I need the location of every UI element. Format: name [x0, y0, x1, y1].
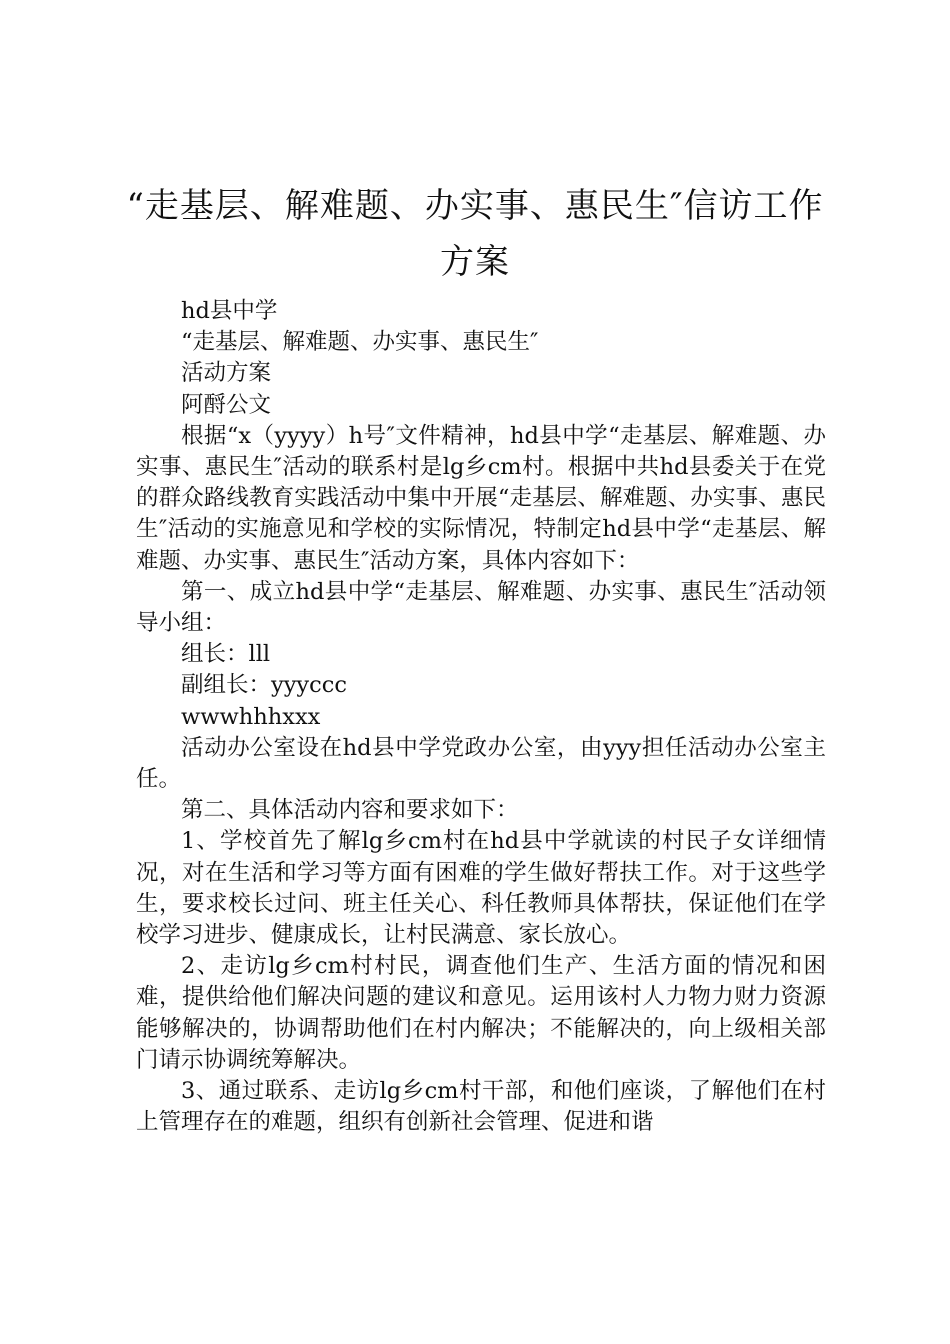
- document-title: “走基层、解难题、办实事、惠民生″信访工作方案: [126, 186, 824, 282]
- paragraph-leader: 组长：lll: [181, 641, 271, 668]
- paragraph-source: 阿酹公文: [181, 391, 272, 418]
- paragraph-item-3: 3、通过联系、走访lg乡cm村干部，和他们座谈，了解他们在村上管理存在的难题，组织有创新社会管理、促进和谐: [136, 1078, 826, 1136]
- paragraph-members: wwwhhhxxx: [181, 703, 321, 730]
- paragraph-section-two: 第二、具体活动内容和要求如下：: [181, 797, 519, 824]
- paragraph-item-1: 1、学校首先了解lg乡cm村在hd县中学就读的村民子女详细情况，对在生活和学习等方面有困难的学生做好帮扶工作。对于这些学生，要求校长过问、班主任关心、科任教师具体帮扶，保证他们在学校学习进步、健康成长，让村民满意、家长放心。: [136, 828, 826, 949]
- document-body: [136, 296, 826, 1138]
- paragraph-section-one: 第一、成立hd县中学“走基层、解难题、办实事、惠民生″活动领导小组：: [136, 578, 826, 637]
- paragraph-office: 活动办公室设在hd县中学党政办公室，由yyy担任活动办公室主任。: [136, 734, 826, 793]
- paragraph-slogan: “走基层、解难题、办实事、惠民生″: [181, 329, 539, 356]
- paragraph-item-2: 2、走访lg乡cm村村民，调查他们生产、生活方面的情况和困难，提供给他们解决问题的建议和意见。运用该村人力物力财力资源能够解决的，协调帮助他们在村内解决；不能解决的，向上级相关部门请示协调统筹解决。: [136, 953, 826, 1073]
- paragraph-school: hd县中学: [181, 298, 278, 324]
- paragraph-basis: 根据“x（yyyy）h号″文件精神，hd县中学“走基层、解难题、办实事、惠民生″活动的联系村是lg乡cm村。根据中共hd县委关于在党的群众路线教育实践活动中集中开展“走基层、解难题、办实事、惠民生″活动的实施意见和学校的实际情况，特制定hd县中学“走基层、解难题、办实事、惠民生″活动方案，具体内容如下：: [136, 422, 826, 574]
- paragraph-plan-label: 活动方案: [181, 360, 272, 387]
- paragraph-deputy-leader: 副组长：yyyccc: [181, 672, 347, 699]
